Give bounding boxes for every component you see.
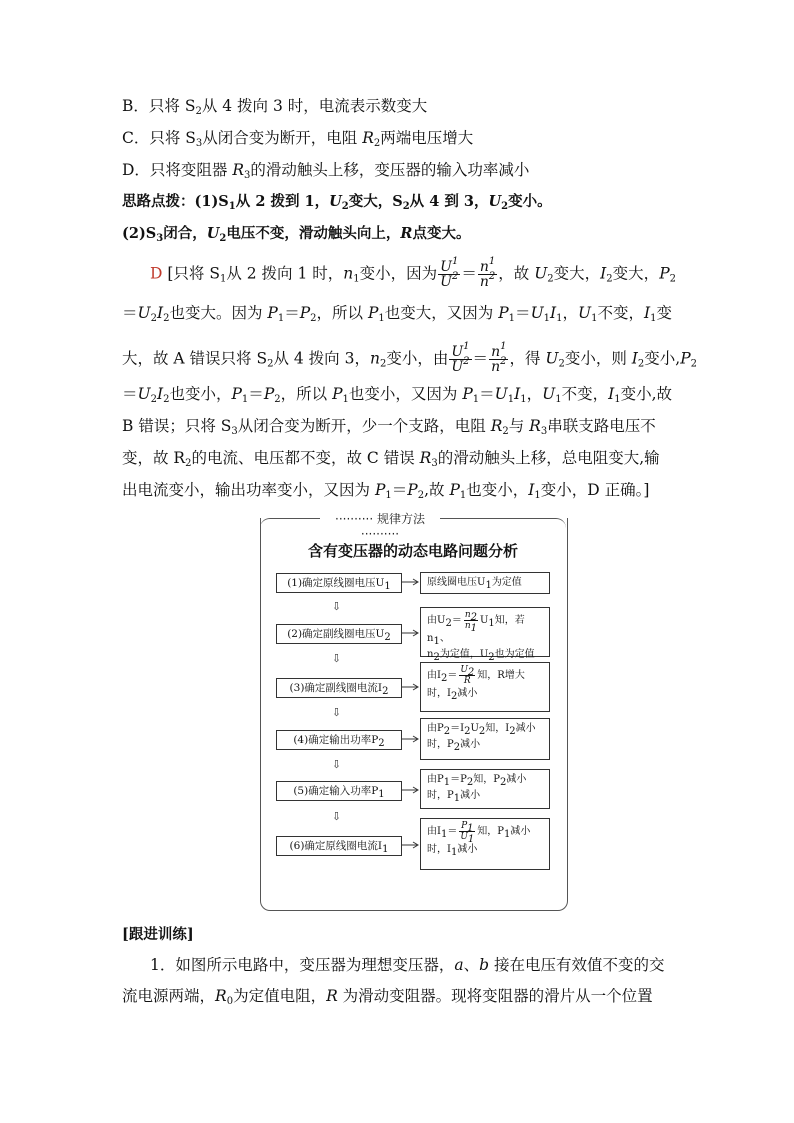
step-1-result: 原线圈电压$U_1$为定值 bbox=[420, 572, 550, 594]
option-c: C．只将 $S_3$从闭合变为断开，电阻 $R_2$两端电压增大 bbox=[122, 129, 474, 149]
hint-line-1: 思路点拨：$(1)S_1$从 2 拨到 1，$U_2$变大，$S_2$从 4 到 3，$U_2$变小。 bbox=[122, 193, 552, 212]
answer-line-7: 出电流变小，输出功率变小，又因为 $P_1=P_2$,故 $P_1$也变小，$I_1$变小，D 正确。] bbox=[122, 481, 650, 501]
step-6-result: 由$I_1=$ $\frac{P_1}{U_1}$ 知，$P_1$减小 时，$I_1$减小 bbox=[420, 818, 550, 870]
step-5-result: 由$P_1=P_2$知，$P_2$减小 时，$P_1$减小 bbox=[420, 769, 550, 809]
down-arrow-icon: ⇩ bbox=[332, 758, 342, 771]
step-6-box: (6)确定原线圈电流$I_1$ bbox=[276, 836, 402, 856]
right-arrow-icon bbox=[401, 785, 419, 795]
answer-line-3: 大，故 A 错误只将 $S_2$从 4 拨向 3，$n_2$变小，由 $\frac{U^1}{U^2}$ ＝ $\frac{n^1}{n^2}$ ，得 $U_2$变小，则 $I_2$变小$,P_2$ bbox=[122, 341, 698, 375]
down-arrow-icon: ⇩ bbox=[332, 810, 342, 823]
answer-letter: D bbox=[150, 264, 163, 283]
step-5-box: (5)确定输入功率$P_1$ bbox=[276, 781, 402, 801]
down-arrow-icon: ⇩ bbox=[332, 600, 342, 613]
step-1-box: (1)确定原线圈电压$U_1$ bbox=[276, 573, 402, 593]
hint-line-2: $(2)S_3$闭合，$U_2$电压不变，滑动触头向上，R点变大。 bbox=[122, 225, 471, 244]
step-2-box: (2)确定副线圈电压$U_2$ bbox=[276, 624, 402, 644]
ratio-fraction-2: $\frac{U^1}{U^2}$ bbox=[451, 341, 470, 375]
right-arrow-icon bbox=[401, 577, 419, 587]
answer-line-6: 变，故 $R_2$的电流、电压都不变，故 C 错误 $R_3$的滑动触头上移，总电阻变大,输 bbox=[122, 449, 660, 469]
answer-line-5: B 错误；只将 $S_3$从闭合变为断开，少一个支路，电阻 $R_2$与 $R_3$串联支路电压不 bbox=[122, 417, 656, 437]
step-4-box: (4)确定输出功率$P_2$ bbox=[276, 730, 402, 750]
ratio-fraction-1: $\frac{U^1}{U^2}$ bbox=[440, 256, 459, 290]
method-tab: ·········· 规律方法 ·········· bbox=[320, 510, 440, 541]
option-d: D．只将变阻器 $R_3$的滑动触头上移，变压器的输入功率减小 bbox=[122, 161, 530, 181]
step-2-result: 由$U_2=$ $\frac{n_2}{n_1}$ $U_1$知，若$n_1$、 $n_2$为定值，$U_2$也为定值 bbox=[420, 607, 550, 657]
right-arrow-icon bbox=[401, 682, 419, 692]
method-title: 含有变压器的动态电路问题分析 bbox=[307, 542, 518, 560]
step-4-result: 由$P_2=I_2U_2$知，$I_2$减小 时，$P_2$减小 bbox=[420, 718, 550, 760]
right-arrow-icon bbox=[401, 628, 419, 638]
answer-line-1: D [只将 $S_1$从 2 拨向 1 时，$n_1$变小，因为 $\frac{U^1}{U^2}$ ＝ $\frac{n^1}{n^2}$ ，故 $U_2$变大，$I_2$变大，$P_2$ bbox=[150, 256, 676, 290]
down-arrow-icon: ⇩ bbox=[332, 706, 342, 719]
step-3-box: (3)确定副线圈电流$I_2$ bbox=[276, 678, 402, 698]
question-1-line-1: 1．如图所示电路中，变压器为理想变压器，a、b 接在电压有效值不变的交 bbox=[150, 956, 665, 974]
answer-line-2: $=U_2I_2$也变大。因为 $P_1=P_2$，所以 $P_1$也变大，又因为 $P_1=U_1I_1$，$U_1$不变，$I_1$变 bbox=[122, 304, 673, 324]
question-1-line-2: 流电源两端，$R_0$为定值电阻，R 为滑动变阻器。现将变阻器的滑片从一个位置 bbox=[122, 987, 653, 1007]
answer-line-4: $=U_2I_2$也变小，$P_1=P_2$，所以 $P_1$也变小，又因为 $P_1=U_1I_1$，$U_1$不变，$I_1$变小,故 bbox=[122, 385, 673, 405]
option-b: B．只将 $S_2$从 4 拨向 3 时，电流表示数变大 bbox=[122, 97, 428, 117]
followup-heading: [跟进训练] bbox=[122, 926, 194, 943]
down-arrow-icon: ⇩ bbox=[332, 652, 342, 665]
right-arrow-icon bbox=[401, 734, 419, 744]
right-arrow-icon bbox=[401, 840, 419, 850]
step-3-result: 由$I_2=$ $\frac{U_2}{R}$ 知，R增大 时，$I_2$减小 bbox=[420, 662, 550, 712]
